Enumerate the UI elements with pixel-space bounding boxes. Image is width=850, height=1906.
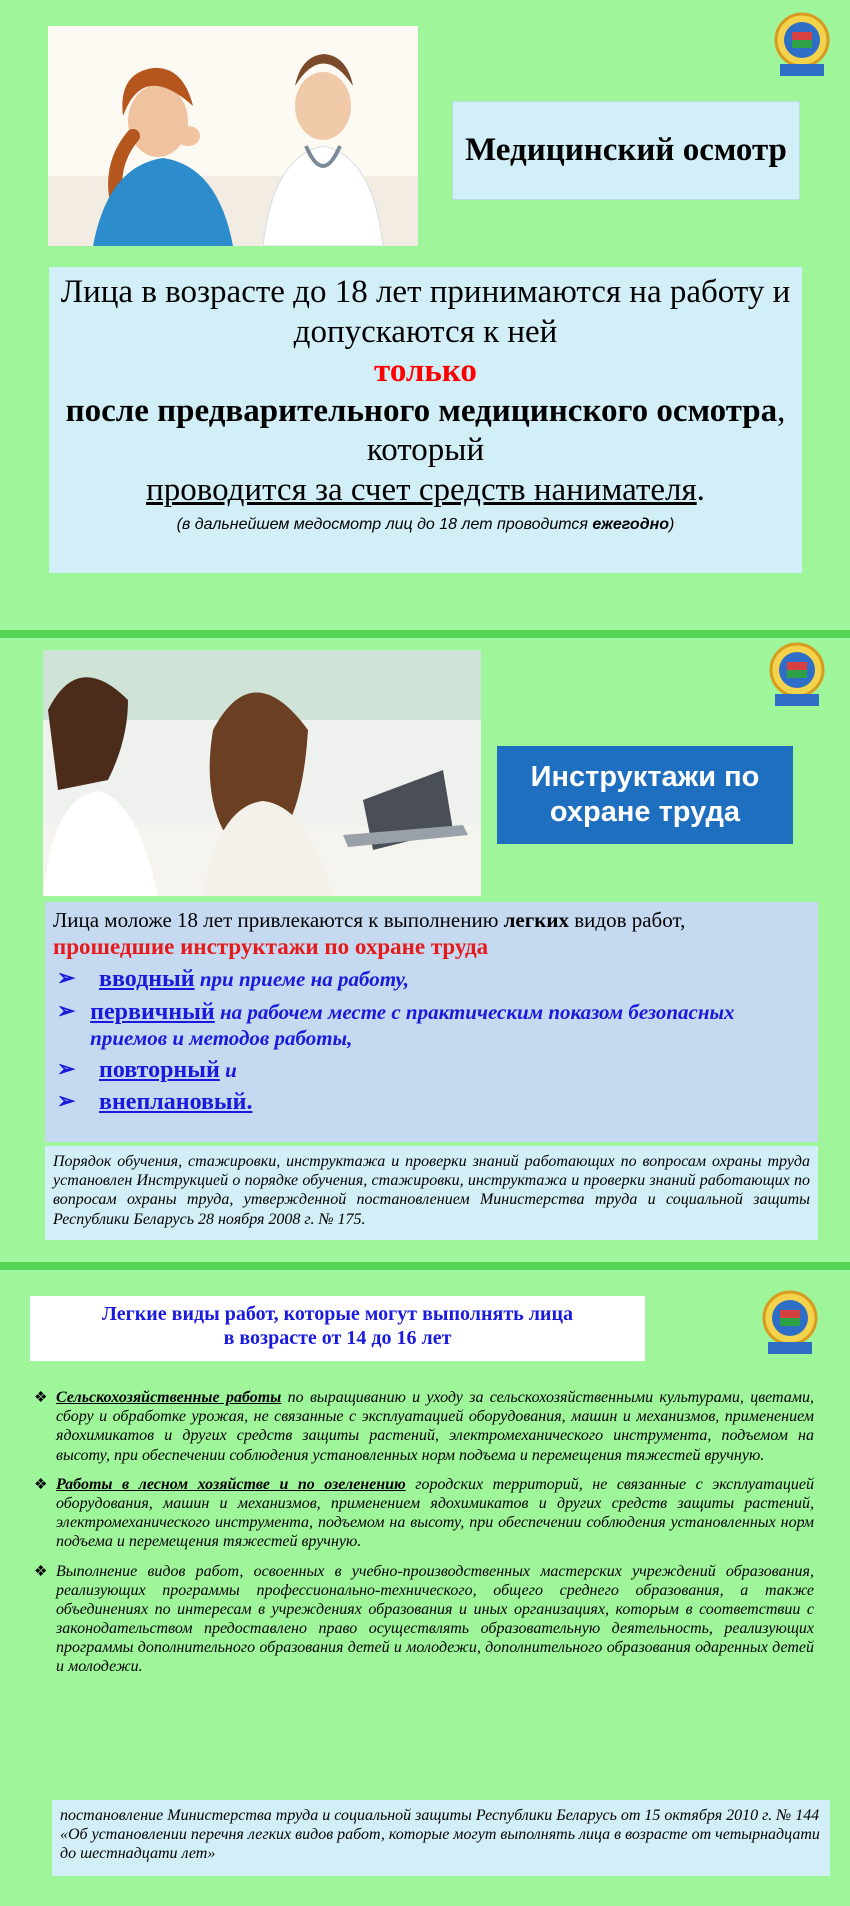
medical-exam-section xyxy=(0,0,850,630)
age-rule-text: Лица в возрасте до 18 лет принимаются на работу и допускаются к ней xyxy=(60,274,791,350)
safety-briefing-section xyxy=(0,640,850,1260)
list-item: ❖ Работы в лесном хозяйстве и по озеленению городских территорий, не связанные с эксплуатацией оборудования, машин и механизмов, применением ядохимикатов и других средств защиты растений, электромеханического инструмента, подъемом на высоту, при обеспечении соблюдения установленных норм подъема и перемещения тяжестей вручную. xyxy=(34,1475,815,1551)
students-laptop-photo xyxy=(43,650,481,896)
arrow-bullet-icon: ➢ xyxy=(57,997,76,1023)
employer-pays-text: проводится за счет средств нанимателя. xyxy=(146,471,705,508)
after-exam-text: после предварительного медицинского осмотра, который xyxy=(65,392,786,469)
safety-briefing-title: Инструктажи по охране труда xyxy=(497,746,793,844)
light-work-regulation-note: постановление Министерства труда и социальной защиты Республики Беларусь от 15 октября 2010 г. № 144 «Об установлении перечня легких видов работ, которые могут выполнять лица в возрасте от четырнадцати до шестнадцати лет» xyxy=(52,1800,830,1876)
list-item: ➢ первичный на рабочем месте с практическим показом безопасных приемов и методов работы, xyxy=(53,998,810,1052)
annual-exam-note: (в дальнейшем медосмотр лиц до 18 лет проводится ежегодно) xyxy=(176,515,675,533)
arrow-bullet-icon: ➢ xyxy=(57,1055,76,1081)
diamond-bullet-icon: ❖ xyxy=(34,1563,48,1580)
light-work-list xyxy=(34,1388,814,1687)
diamond-bullet-icon: ❖ xyxy=(34,1390,48,1406)
briefing-regulation-note: Порядок обучения, стажировки, инструктажа и проверки знаний работающих по вопросам охраны труда установлен Инструкцией о порядке обучения, стажировки, инструктажа и проверки знаний работающих по вопросам охраны труда, утвержденной постановлением Министерства труда и социальной защиты Республики Беларусь 28 ноября 2008 г. № 175. xyxy=(45,1146,818,1240)
list-item: ➢ повторный и xyxy=(53,1056,810,1085)
briefing-passed: прошедшие инструктажи по охране труда xyxy=(53,934,489,960)
section-divider xyxy=(0,630,850,638)
emblem-icon xyxy=(765,640,829,712)
medical-exam-title: Медицинский осмотр xyxy=(452,101,800,200)
arrow-bullet-icon: ➢ xyxy=(57,1088,76,1114)
list-item: ❖ Выполнение видов работ, освоенных в учебно-производственных мастерских учреждений образования, реализующих программы профессионально-технического, общего среднего образования, а также объединениях по интересам в учреждениях образования и иных организациях, которым в соответствии с законодательством предоставлено право осуществлять образовательную деятельность, реализующих программы дополнительного образования детей и молодежи, дополнительного образования одаренных детей и молодежи. xyxy=(34,1562,814,1676)
only-highlight: только xyxy=(374,353,477,390)
section-divider xyxy=(0,1262,850,1270)
list-item: ❖ Сельскохозяйственные работы по выращиванию и уходу за сельскохозяйственными культурами, цветами, сбору и обработке урожая, не связанные с эксплуатацией оборудования, машин и механизмов, применением ядохимикатов и других средств защиты растений, электромеханического инструмента, подъемом на высоту, при обеспечении соблюдения установленных норм подъема и перемещения тяжестей вручную. xyxy=(34,1389,814,1464)
list-item: ➢ внеплановый. xyxy=(53,1088,810,1117)
light-work-section xyxy=(0,1270,850,1906)
arrow-bullet-icon: ➢ xyxy=(57,964,76,990)
light-work-title: Легкие виды работ, которые могут выполнять лица в возрасте от 14 до 16 лет xyxy=(30,1296,645,1361)
briefing-list xyxy=(45,902,818,1142)
emblem-icon xyxy=(758,1288,822,1360)
list-item: ➢ вводный при приеме на работу, xyxy=(53,965,810,994)
briefing-intro: Лица моложе 18 лет привлекаются к выполнению легких видов работ, xyxy=(53,908,686,932)
emblem-icon xyxy=(770,10,834,82)
medical-exam-rule xyxy=(49,267,802,573)
diamond-bullet-icon: ❖ xyxy=(34,1476,48,1493)
doctor-patient-photo xyxy=(48,26,418,246)
